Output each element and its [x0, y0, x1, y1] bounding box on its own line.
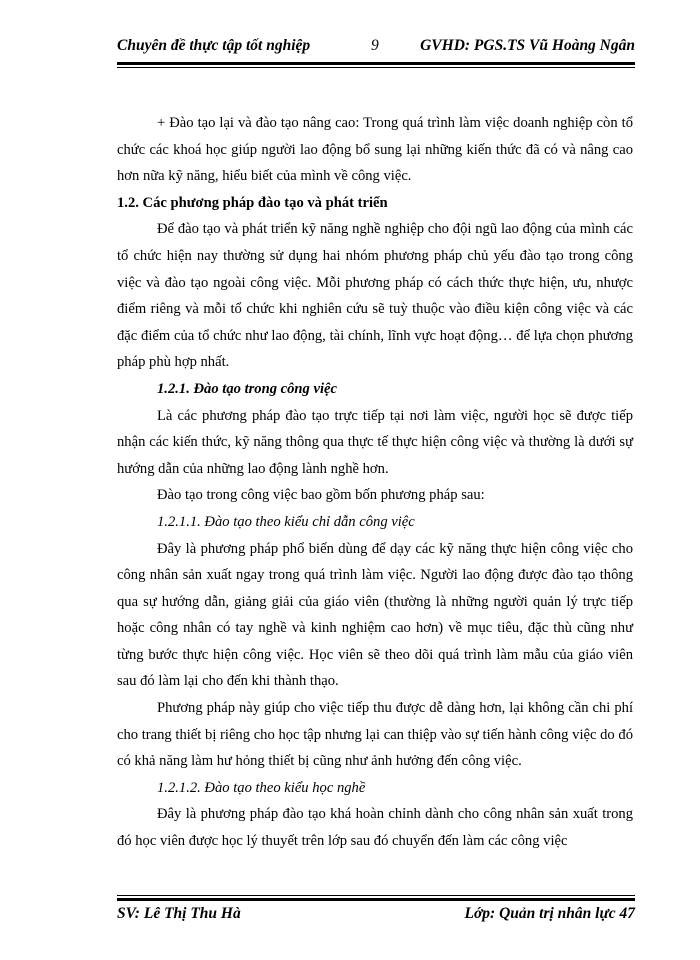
paragraph-apprentice: Đây là phương pháp đào tạo khá hoàn chỉnh dành cho công nhân sản xuất trong đó học viên được học lý thuyết trên lớp sau đó chuyển đến làm các công việc	[117, 806, 633, 850]
footer-rule-thick	[117, 898, 635, 901]
class-name: Lớp: Quản trị nhân lực 47	[464, 905, 635, 922]
student-name: SV: Lê Thị Thu Hà	[117, 905, 241, 922]
supervisor-name: GVHD: PGS.TS Vũ Hoàng Ngân	[420, 37, 635, 54]
section-heading-1-2-1-2: 1.2.1.2. Đào tạo theo kiểu học nghề	[157, 779, 366, 796]
document-title: Chuyên đề thực tập tốt nghiệp	[117, 37, 311, 54]
paragraph-retraining: + Đào tạo lại và đào tạo nâng cao: Trong quá trình làm việc doanh nghiệp còn tổ chức các khoá học giúp người lao động bổ sung lại những kiến thức đã có và nâng cao hơn nữa kỹ năng, hiểu biết của mình về công việc.	[117, 115, 633, 185]
section-heading-1-2-1-1: 1.2.1.1. Đào tạo theo kiểu chỉ dẫn công việc	[157, 513, 415, 530]
paragraph-on-job-definition: Là các phương pháp đào tạo trực tiếp tại nơi làm việc, người học sẽ được tiếp nhận các kiến thức, kỹ năng thông qua thực tế thực hiện công việc và thường là dưới sự hướng dẫn của những lao động lành nghề hơn.	[117, 407, 633, 477]
section-heading-1-2-1: 1.2.1. Đào tạo trong công việc	[157, 380, 337, 397]
paragraph-instruction-1: Đây là phương pháp phổ biến dùng để dạy các kỹ năng thực hiện công việc cho công nhân sản xuất ngay trong quá trình làm việc. Người lao động được đào tạo thông qua sự hướng dẫn, giảng giải của giáo viên (thường là những người quản lý trực tiếp hoặc công nhân có tay nghề và kinh nghiệm cao hơn) về mục tiêu, đặc thù cũng như từng bước thực hiện công việc. Học viên sẽ theo dõi quá trình làm mẫu của giáo viên sau đó làm lại cho đến khi thành thạo.	[117, 540, 633, 690]
page-number: 9	[371, 37, 379, 54]
paragraph-methods-intro: Để đào tạo và phát triển kỹ năng nghề nghiệp cho đội ngũ lao động của mình các tổ chức hiện nay thường sử dụng hai nhóm phương pháp chủ yếu đào tạo trong công việc và đào tạo ngoài công việc. Mỗi phương pháp có cách thức thực hiện, ưu, nhược điểm riêng và mỗi tổ chức khi nghiên cứu sẽ tuỳ thuộc vào điều kiện công việc và các đặc điểm của tổ chức như lao động, tài chính, lĩnh vực hoạt động… để lựa chọn phương pháp phù hợp nhất.	[117, 221, 633, 371]
header-rule-thin	[117, 67, 635, 68]
page-content	[117, 110, 633, 855]
section-heading-1-2: 1.2. Các phương pháp đào tạo và phát triển	[117, 194, 388, 211]
header-rule-thick	[117, 62, 635, 65]
footer-rule-thin	[117, 895, 635, 896]
paragraph-on-job-methods: Đào tạo trong công việc bao gồm bốn phương pháp sau:	[157, 487, 485, 504]
paragraph-instruction-2: Phương pháp này giúp cho việc tiếp thu được dễ dàng hơn, lại không cần chi phí cho trang thiết bị riêng cho học tập nhưng lại can thiệp vào sự tiến hành công việc do đó có khả năng làm hư hỏng thiết bị cũng như ảnh hưởng đến công việc.	[117, 700, 633, 770]
